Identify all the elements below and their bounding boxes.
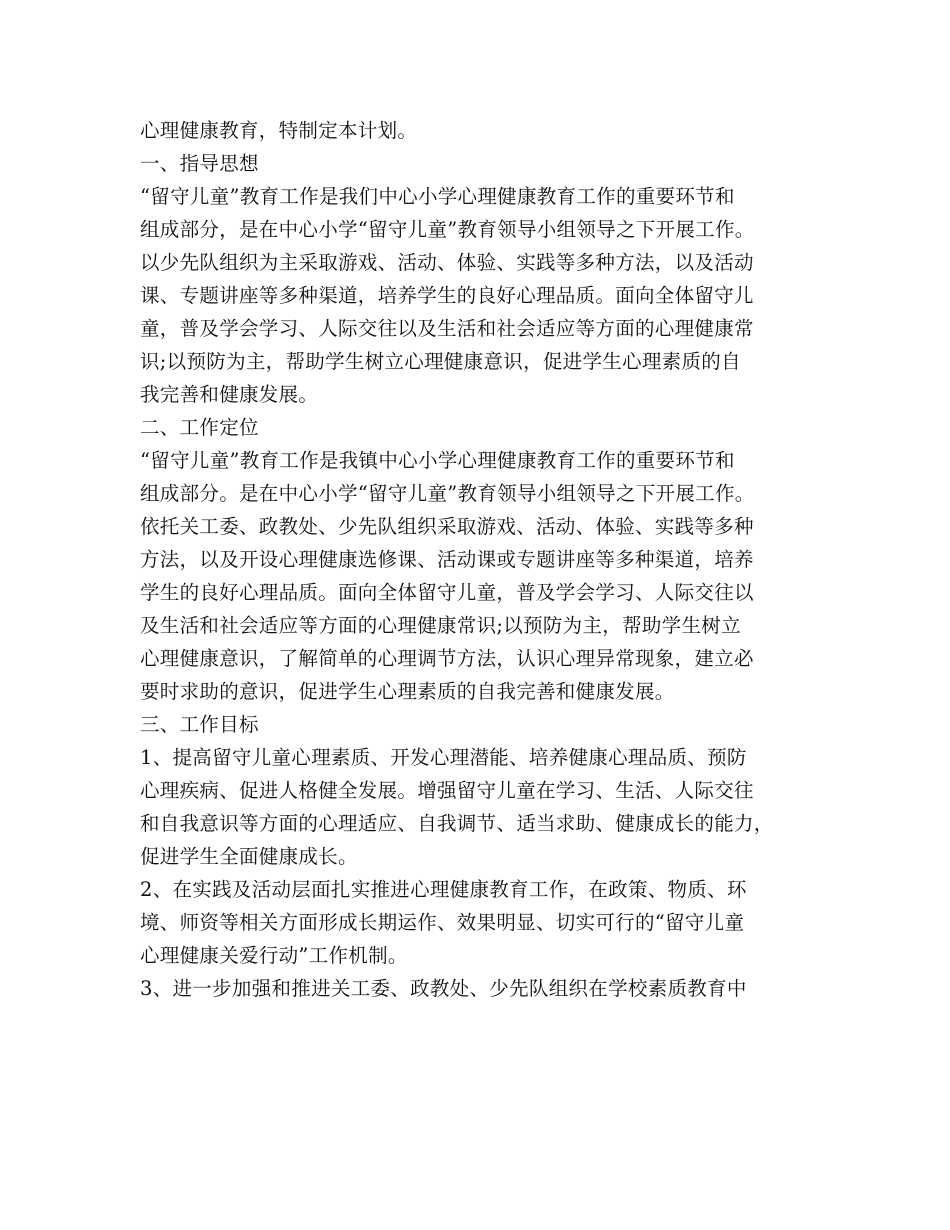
text-line: 我完善和健康发展。 xyxy=(140,383,319,406)
section-heading: 二、工作定位 xyxy=(140,416,259,439)
text-line: 以少先队组织为主采取游戏、活动、体验、实践等多种方法，以及活动 xyxy=(140,251,754,274)
text-line: 课、专题讲座等多种渠道，培养学生的良好心理品质。面向全体留守儿 xyxy=(140,284,754,307)
text-line: 依托关工委、政教处、少先队组织采取游戏、活动、体验、实践等多种 xyxy=(140,515,754,538)
text-line: 和自我意识等方面的心理适应、自我调节、适当求助、健康成长的能力， xyxy=(140,812,774,835)
text-line: 方法，以及开设心理健康选修课、活动课或专题讲座等多种渠道，培养 xyxy=(140,548,754,571)
document-body xyxy=(140,114,815,1005)
text-line: 童，普及学会学习、人际交往以及生活和社会适应等方面的心理健康常 xyxy=(140,317,754,340)
text-line: 心理健康关爱行动”工作机制。 xyxy=(140,944,408,967)
text-line: 促进学生全面健康成长。 xyxy=(140,845,358,868)
section-heading: 三、工作目标 xyxy=(140,713,259,736)
text-line: 心理疾病、促进人格健全发展。增强留守儿童在学习、生活、人际交往 xyxy=(140,779,754,802)
text-line: 组成部分。是在中心小学“留守儿童”教育领导小组领导之下开展工作。 xyxy=(140,482,755,505)
text-line: 心理健康教育，特制定本计划。 xyxy=(140,119,418,142)
text-line: 及生活和社会适应等方面的心理健康常识;以预防为主，帮助学生树立 xyxy=(140,614,741,637)
text-line: 境、师资等相关方面形成长期运作、效果明显、切实可行的“留守儿童 xyxy=(140,911,745,934)
text-line: 心理健康意识，了解简单的心理调节方法，认识心理异常现象，建立必 xyxy=(140,647,754,670)
text-line: 要时求助的意识，促进学生心理素质的自我完善和健康发展。 xyxy=(140,680,675,703)
text-line: “留守儿童”教育工作是我们中心小学心理健康教育工作的重要环节和 xyxy=(140,185,735,208)
text-line: 2、在实践及活动层面扎实推进心理健康教育工作，在政策、物质、环 xyxy=(140,878,747,901)
text-line: 组成部分，是在中心小学“留守儿童”教育领导小组领导之下开展工作。 xyxy=(140,218,755,241)
text-line: 1、提高留守儿童心理素质、开发心理潜能、培养健康心理品质、预防 xyxy=(140,746,747,769)
text-line: 3、进一步加强和推进关工委、政教处、少先队组织在学校素质教育中 xyxy=(140,977,747,1000)
text-line: 识;以预防为主，帮助学生树立心理健康意识，促进学生心理素质的自 xyxy=(140,350,741,373)
text-line: “留守儿童”教育工作是我镇中心小学心理健康教育工作的重要环节和 xyxy=(140,449,735,472)
text-line: 学生的良好心理品质。面向全体留守儿童，普及学会学习、人际交往以 xyxy=(140,581,754,604)
section-heading: 一、指导思想 xyxy=(140,152,259,175)
